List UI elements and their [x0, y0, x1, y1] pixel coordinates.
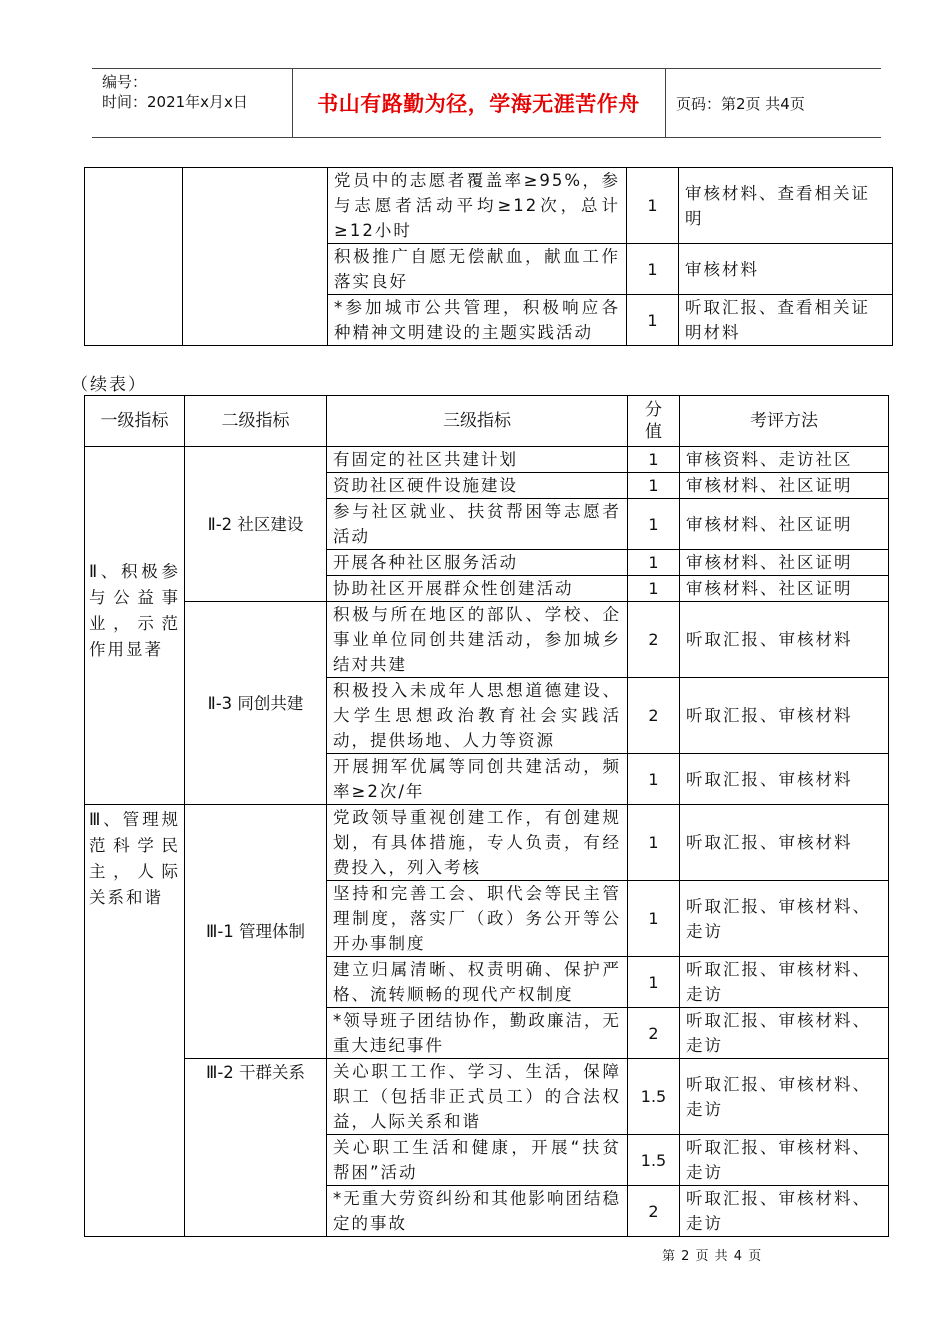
score-cell: 1.5 — [628, 1135, 680, 1186]
level1-cell: Ⅲ、管理规范科学民主，人际关系和谐 — [85, 805, 185, 1237]
header-page-number: 页码：第2页 共4页 — [676, 94, 805, 113]
document-time-label: 时间：2021年x月x日 — [102, 93, 248, 111]
score-cell: 2 — [628, 1186, 680, 1237]
top-continuation-table — [84, 167, 893, 346]
score-cell: 1 — [628, 499, 680, 550]
indicator-cell: 关心职工生活和健康，开展“扶贫帮困”活动 — [327, 1135, 628, 1186]
method-cell: 审核资料、走访社区 — [680, 447, 889, 473]
header-level3: 三级指标 — [327, 396, 628, 447]
score-cell: 1 — [628, 447, 680, 473]
level2-cell: Ⅱ-2 社区建设 — [185, 447, 327, 602]
method-cell: 审核材料、社区证明 — [680, 576, 889, 602]
score-cell: 1 — [627, 168, 679, 244]
method-cell: 审核材料、社区证明 — [680, 499, 889, 550]
method-cell: 听取汇报、查看相关证明材料 — [679, 295, 893, 346]
score-cell: 2 — [628, 1008, 680, 1059]
indicator-cell: 资助社区硬件设施建设 — [327, 473, 628, 499]
method-cell: 听取汇报、审核材料、走访 — [680, 1008, 889, 1059]
header-motto: 书山有路勤为径，学海无涯苦作舟 — [292, 69, 666, 137]
method-cell: 听取汇报、审核材料、走访 — [680, 881, 889, 957]
header-level2: 二级指标 — [185, 396, 327, 447]
method-cell: 审核材料、查看相关证明 — [679, 168, 893, 244]
page-footer: 第 2 页 共 4 页 — [662, 1249, 763, 1264]
table-row — [85, 805, 889, 881]
indicator-cell: 建立归属清晰、权责明确、保护严格、流转顺畅的现代产权制度 — [327, 957, 628, 1008]
method-cell: 听取汇报、审核材料、走访 — [680, 1135, 889, 1186]
score-cell: 2 — [628, 602, 680, 678]
table-row — [85, 168, 893, 244]
page-header — [92, 68, 881, 138]
method-cell: 听取汇报、审核材料 — [680, 805, 889, 881]
table-row — [85, 447, 889, 473]
document-number-label: 编号： — [102, 73, 148, 91]
level2-cell: Ⅱ-3 同创共建 — [185, 602, 327, 805]
table-header-row — [85, 396, 889, 447]
method-cell: 审核材料、社区证明 — [680, 473, 889, 499]
continued-label: （续表） — [71, 375, 147, 395]
method-cell: 听取汇报、审核材料 — [680, 602, 889, 678]
header-level1: 一级指标 — [85, 396, 185, 447]
indicator-cell: 开展拥军优属等同创共建活动，频率≥2次/年 — [327, 754, 628, 805]
indicator-cell: *参加城市公共管理，积极响应各种精神文明建设的主题实践活动 — [328, 295, 627, 346]
score-cell: 2 — [628, 678, 680, 754]
method-cell: 听取汇报、审核材料、走访 — [680, 1059, 889, 1135]
score-cell: 1 — [628, 881, 680, 957]
header-meta — [92, 69, 293, 137]
indicator-cell: 开展各种社区服务活动 — [327, 550, 628, 576]
indicator-cell: *无重大劳资纠纷和其他影响团结稳定的事故 — [327, 1186, 628, 1237]
score-cell: 1.5 — [628, 1059, 680, 1135]
header-score: 分值 — [628, 396, 680, 447]
score-cell: 1 — [628, 550, 680, 576]
level2-cell: Ⅲ-1 管理体制 — [185, 805, 327, 1059]
table-row — [85, 1059, 889, 1135]
method-cell: 听取汇报、审核材料、走访 — [680, 957, 889, 1008]
header-method: 考评方法 — [680, 396, 889, 447]
indicator-cell: 参与社区就业、扶贫帮困等志愿者活动 — [327, 499, 628, 550]
method-cell: 听取汇报、审核材料、走访 — [680, 1186, 889, 1237]
level1-cell: Ⅱ、积极参与公益事业，示范作用显著 — [85, 447, 185, 805]
table-row — [85, 602, 889, 678]
indicator-cell: 党政领导重视创建工作，有创建规划，有具体措施，专人负责，有经费投入，列入考核 — [327, 805, 628, 881]
score-cell: 1 — [627, 295, 679, 346]
level2-cell-empty — [183, 168, 328, 346]
score-cell: 1 — [628, 957, 680, 1008]
method-cell: 审核材料 — [679, 244, 893, 295]
score-cell: 1 — [628, 473, 680, 499]
indicator-cell: 坚持和完善工会、职代会等民主管理制度，落实厂（政）务公开等公开办事制度 — [327, 881, 628, 957]
score-cell: 1 — [628, 805, 680, 881]
indicator-cell: *领导班子团结协作，勤政廉洁，无重大违纪事件 — [327, 1008, 628, 1059]
evaluation-table — [84, 395, 889, 1237]
indicator-cell: 积极推广自愿无偿献血，献血工作落实良好 — [328, 244, 627, 295]
indicator-cell: 积极投入未成年人思想道德建设、大学生思想政治教育社会实践活动，提供场地、人力等资源 — [327, 678, 628, 754]
indicator-cell: 有固定的社区共建计划 — [327, 447, 628, 473]
indicator-cell: 关心职工工作、学习、生活，保障职工（包括非正式员工）的合法权益，人际关系和谐 — [327, 1059, 628, 1135]
indicator-cell: 党员中的志愿者覆盖率≥95%，参与志愿者活动平均≥12次，总计≥12小时 — [328, 168, 627, 244]
level2-cell: Ⅲ-2 干群关系 — [185, 1059, 327, 1237]
indicator-cell: 积极与所在地区的部队、学校、企事业单位同创共建活动，参加城乡结对共建 — [327, 602, 628, 678]
indicator-cell: 协助社区开展群众性创建活动 — [327, 576, 628, 602]
score-cell: 1 — [627, 244, 679, 295]
score-cell: 1 — [628, 576, 680, 602]
score-cell: 1 — [628, 754, 680, 805]
method-cell: 审核材料、社区证明 — [680, 550, 889, 576]
method-cell: 听取汇报、审核材料 — [680, 678, 889, 754]
method-cell: 听取汇报、审核材料 — [680, 754, 889, 805]
level1-cell-empty — [85, 168, 183, 346]
